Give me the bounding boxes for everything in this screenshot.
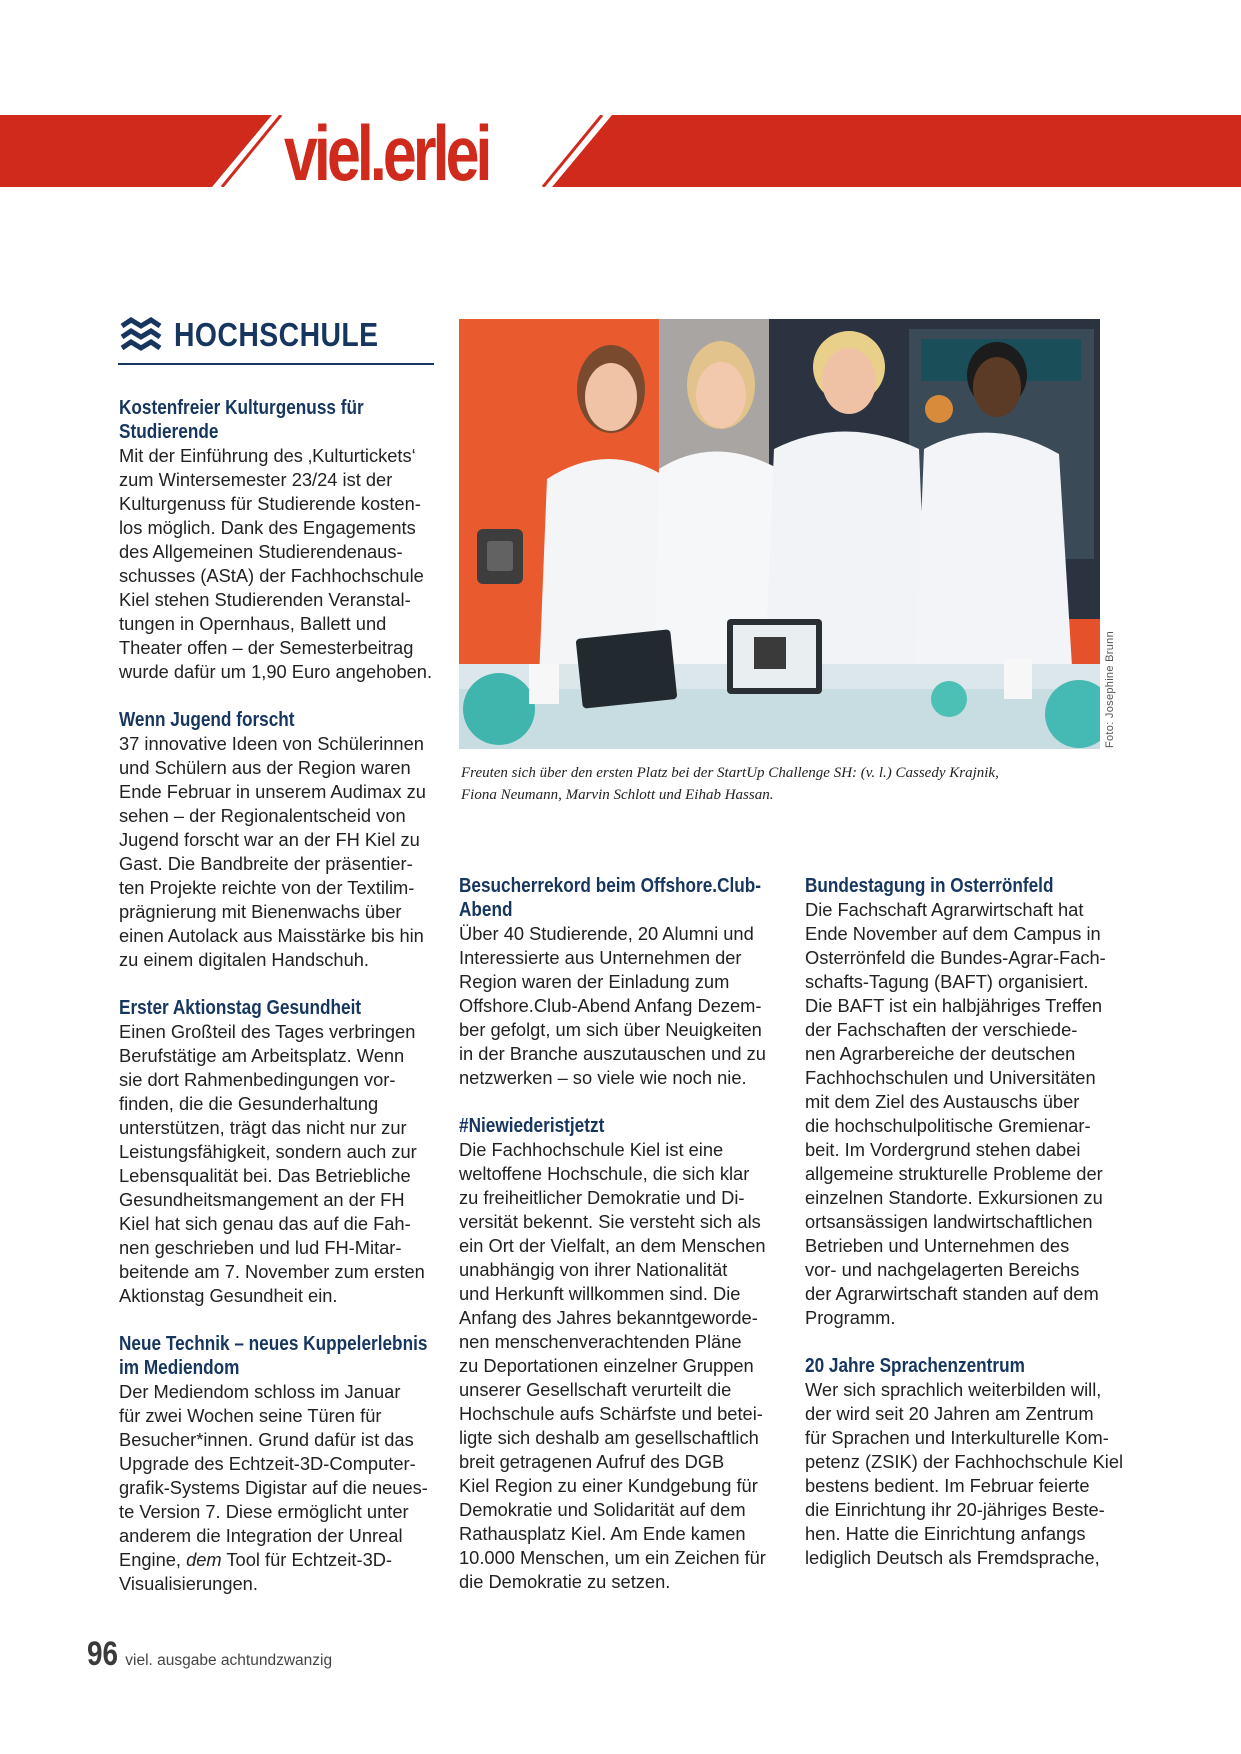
article-body: Wer sich sprachlich weiterbilden will, der wird seit 20 Jahren am Zentrum für Sprachen und Interkulturelle Kom- petenz (ZSIK) der Fachhochschule Kiel bestens bedient. Im Februar feierte die Einrichtung ihr 20-jähriges Beste- hen. Hatte die Einrichtung anfangs lediglich Deutsch als Fremdsprache, — [805, 1379, 1124, 1568]
article-bundestagung — [805, 874, 1125, 1330]
article-body: Mit der Einführung des ‚Kulturtickets‘ zum Wintersemester 23/24 ist der Kulturgenuss für Studierende kosten- los möglich. Dank des Engagements des Allgemeinen Studierendenaus- schusses (AStA) der Fachhochschule Kiel stehen Studierenden Veranstal- tungen in Opernhaus, Ballett und Theater offen – der Semesterbeitrag wurde dafür um 1,90 Euro angehoben. — [119, 445, 433, 682]
article-body: 37 innovative Ideen von Schülerinnen und Schülern aus der Region waren Ende Februar in unserem Audimax zu sehen – der Regionalentscheid von Jugend forscht war an der FH Kiel zu Gast. Die Bandbreite der präsentier- ten Projekte reichte von der Textilim- prägnierung mit Bienenwachs über einen Autolack aus Maisstärke bis hin zu einem digitalen Handschuh. — [119, 733, 426, 970]
article-headline: Kostenfreier Kulturgenuss für Studierende — [119, 397, 364, 443]
waves-icon — [120, 317, 162, 355]
headline-line: im Mediendom — [119, 1357, 240, 1379]
article-body: Die Fachschaft Agrarwirtschaft hat Ende November auf dem Campus in Osterrönfeld die Bundes-Agrar-Fach- schafts-Tagung (BAFT) organisiert. Die BAFT ist ein halbjähriges Treffen der Fachschaften der verschiede- nen Agrarbereiche der deutschen Fachhochschulen und Universitäten mit dem Ziel des Austauschs über die hochschulpolitische Gremienar- beit. Im Vordergrund stehen dabei allgemeine strukturelle Probleme der einzelnen Standorte. Exkursionen zu ortsansässigen landwirtschaftlichen Betrieben und Unternehmen des vor- und nachgelagerten Bereichs der Agrarwirtschaft standen auf dem Programm. — [805, 899, 1106, 1328]
article-body: Die Fachhochschule Kiel ist eine weltoffene Hochschule, die sich klar zu freiheitlicher Demokratie und Di- versität bekennt. Sie versteht sich als ein Ort der Vielfalt, an dem Menschen unabhängig von ihrer Nationalität und Herkunft willkommen sind. Die Anfang des Jahres bekanntgeworde- nen menschenverachtenden Pläne zu Deportationen einzelner Gruppen unserer Gesellschaft verurteilt die Hochschule aufs Schärfste und betei- ligte sich deshalb am gesellschaftlich breit getragenen Aufruf des DGB Kiel Region zu einer Kundgebung für Demokratie und Solidarität auf dem Rathausplatz Kiel. Am Ende kamen 10.000 Menschen, um ein Zeichen für die Demokratie zu setzen. — [459, 1139, 766, 1592]
article-niewiederistjetzt — [459, 1114, 789, 1594]
article-body: Einen Großteil des Tages verbringen Berufstätige am Arbeitsplatz. Wenn sie dort Rahmenbedingungen vor- finden, die die Gesunderhaltung unterstützen, trägt das nicht nur zur Leistungsfähigkeit, sondern auch zur Lebensqualität bei. Das Betriebliche Gesundheitsmangement an der FH Kiel hat sich genau das auf die Fah- nen geschrieben und lud FH-Mitar- beitende am 7. November zum ersten Aktionstag Gesundheit ein. — [119, 1021, 425, 1306]
issue-label: viel. ausgabe achtundzwanzig — [125, 1652, 333, 1669]
banner-shape — [0, 115, 1241, 187]
article-body — [119, 1380, 441, 1596]
column-middle — [459, 874, 789, 1618]
photo-credit: Foto: Josephine Brunn — [1104, 631, 1116, 748]
category-label: HOCHSCHULE — [174, 316, 379, 353]
article-offshore-club — [459, 874, 789, 1090]
article-headline: #Niewiederistjetzt — [459, 1115, 605, 1137]
column-right — [805, 874, 1125, 1594]
column-left — [119, 396, 441, 1620]
section-title: viel.erlei — [284, 109, 489, 197]
article-headline: Bundestagung in Osterrönfeld — [805, 875, 1054, 897]
caption-line: Fiona Neumann, Marvin Schlott und Eihab Hassan. — [461, 787, 774, 803]
article-body: Über 40 Studierende, 20 Alumni und Interessierte aus Unternehmen der Region waren der Einladung zum Offshore.Club-Abend Anfang Dezem- ber gefolgt, um sich über Neuigkeiten in der Branche auszutauschen und zu netzwerken – so viele wie noch nie. — [459, 923, 766, 1088]
article-sprachenzentrum — [805, 1354, 1125, 1570]
body-text: Der Mediendom schloss im Januar für zwei Wochen seine Türen für Besucher*innen. Grund dafür ist das Upgrade des Echtzeit-3D-Computer- grafik-Systems Digistar auf die neues- te Version 7. Diese ermöglicht unter anderem die Integration der Unreal Engine, — [119, 1381, 428, 1570]
page-number: 96 — [87, 1635, 119, 1673]
body-emphasis: dem — [186, 1549, 222, 1570]
article-headline: 20 Jahre Sprachenzentrum — [805, 1355, 1025, 1377]
body-text: Tool für Echtzeit-3D- Visualisierungen. — [119, 1549, 393, 1594]
article-headline: Erster Aktionstag Gesundheit — [119, 997, 362, 1019]
article-aktionstag-gesundheit — [119, 996, 441, 1308]
caption-line: Freuten sich über den ersten Platz bei der StartUp Challenge SH: (v. l.) Cassedy Krajnik, — [461, 765, 999, 781]
article-headline — [119, 1332, 440, 1380]
article-jugend-forscht — [119, 708, 441, 972]
headline-line: Neue Technik – neues Kuppelerlebnis — [119, 1333, 428, 1355]
photo-students-startup-stand — [459, 319, 1100, 749]
photo-caption — [461, 762, 1021, 806]
page-footer — [87, 1635, 332, 1679]
article-headline: Besucherrekord beim Offshore.Club-Abend — [459, 875, 762, 921]
section-banner — [0, 115, 1241, 187]
category-heading — [118, 313, 434, 365]
article-kulturticket — [119, 396, 441, 684]
article-mediendom — [119, 1332, 441, 1596]
article-headline: Wenn Jugend forscht — [119, 709, 295, 731]
